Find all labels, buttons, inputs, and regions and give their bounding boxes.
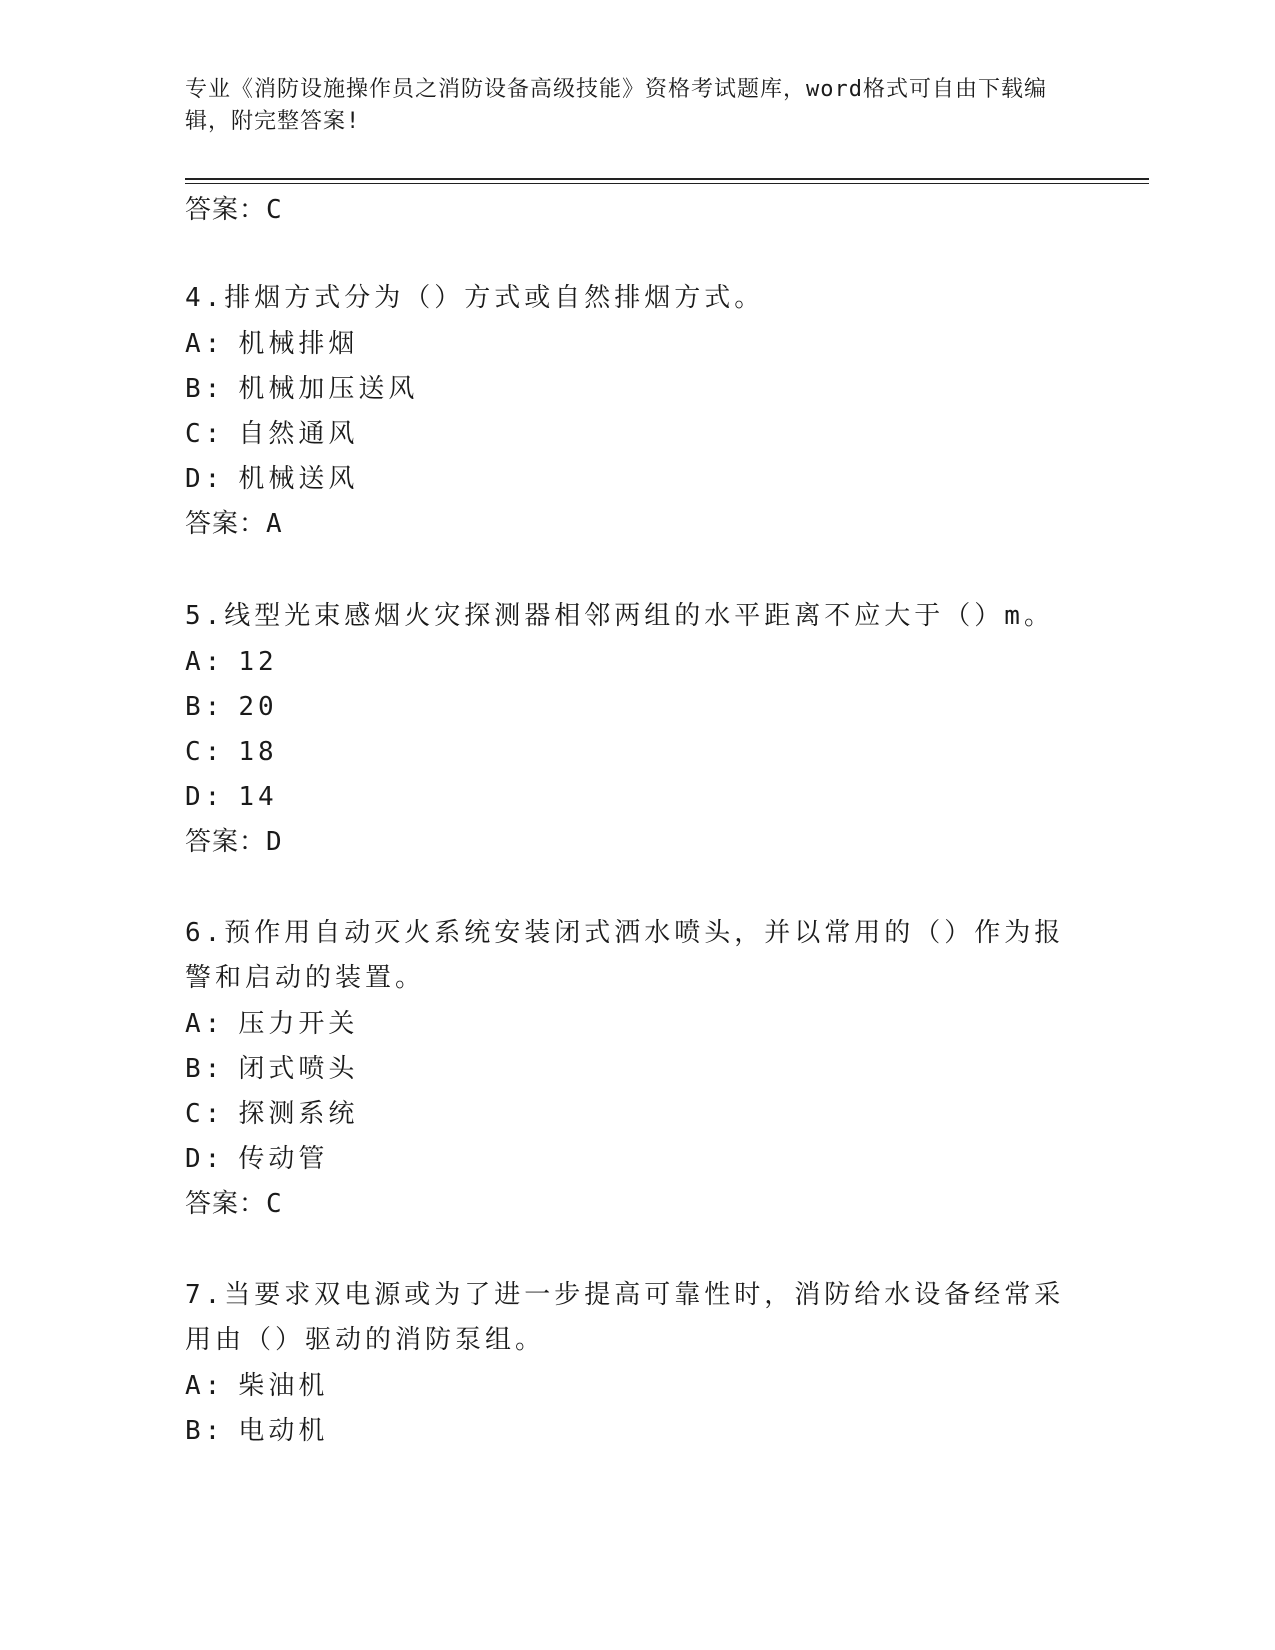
option xyxy=(185,734,278,770)
option-letter: B: xyxy=(185,1054,225,1084)
option-text: 机械排烟 xyxy=(238,329,359,359)
answer-line: 答案：C xyxy=(185,1189,283,1219)
header-rule-thin xyxy=(185,183,1149,184)
option xyxy=(185,1413,328,1449)
option-text: 压力开关 xyxy=(238,1009,359,1039)
option-letter: C: xyxy=(185,737,225,767)
option-letter: A: xyxy=(185,1009,225,1039)
question-stem: 7.当要求双电源或为了进一步提高可靠性时，消防给水设备经常采用由（）驱动的消防泵组。 xyxy=(185,1280,1065,1355)
option xyxy=(185,689,278,725)
option xyxy=(185,461,358,497)
option xyxy=(185,1141,328,1177)
option xyxy=(185,779,278,815)
option-letter: A: xyxy=(185,647,225,677)
option-letter: C: xyxy=(185,1099,225,1129)
option-text: 12 xyxy=(238,647,278,677)
option-text: 20 xyxy=(238,692,278,722)
answer-line: 答案：A xyxy=(185,509,283,539)
option xyxy=(185,644,278,680)
option-text: 闭式喷头 xyxy=(238,1054,359,1084)
page-header: 专业《消防设施操作员之消防设备高级技能》资格考试题库，word格式可自由下载编辑，附完整答案! xyxy=(185,77,1047,134)
option-text: 传动管 xyxy=(238,1144,329,1174)
option-letter: A: xyxy=(185,1371,225,1401)
option-letter: D: xyxy=(185,464,225,494)
option-letter: A: xyxy=(185,329,225,359)
option xyxy=(185,1051,358,1087)
option xyxy=(185,1096,358,1132)
option-letter: D: xyxy=(185,1144,225,1174)
option xyxy=(185,416,358,452)
option-letter: B: xyxy=(185,374,225,404)
option xyxy=(185,1006,358,1042)
option xyxy=(185,371,418,407)
option-text: 机械加压送风 xyxy=(238,374,419,404)
answer-line: 答案：D xyxy=(185,827,283,857)
question-stem: 4.排烟方式分为（）方式或自然排烟方式。 xyxy=(185,283,765,313)
header-rule-thick xyxy=(185,178,1149,180)
option-letter: C: xyxy=(185,419,225,449)
previous-answer: 答案：C xyxy=(185,195,283,225)
question-stem: 6.预作用自动灭火系统安装闭式洒水喷头，并以常用的（）作为报警和启动的装置。 xyxy=(185,918,1065,993)
option-text: 自然通风 xyxy=(238,419,359,449)
option-letter: D: xyxy=(185,782,225,812)
option xyxy=(185,326,358,362)
option-letter: B: xyxy=(185,1416,225,1446)
option-text: 机械送风 xyxy=(238,464,359,494)
option-text: 电动机 xyxy=(238,1416,329,1446)
question-stem: 5.线型光束感烟火灾探测器相邻两组的水平距离不应大于（）m。 xyxy=(185,601,1054,631)
option xyxy=(185,1368,328,1404)
option-text: 探测系统 xyxy=(238,1099,359,1129)
option-text: 14 xyxy=(238,782,278,812)
option-text: 柴油机 xyxy=(238,1371,329,1401)
option-text: 18 xyxy=(238,737,278,767)
option-letter: B: xyxy=(185,692,225,722)
